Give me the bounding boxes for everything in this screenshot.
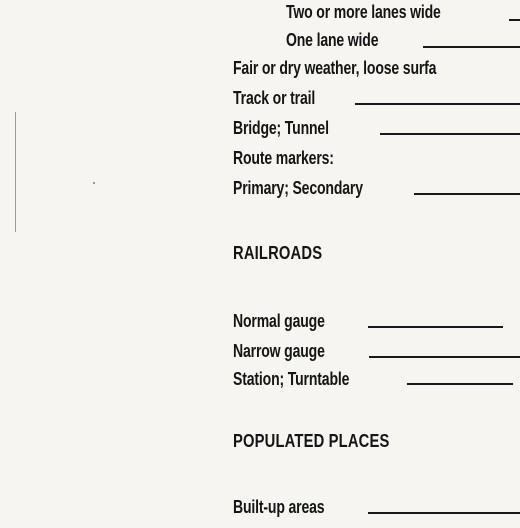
- legend-route-markers: Route markers:: [233, 148, 334, 168]
- legend-bridge: Bridge; Tunnel: [233, 118, 329, 138]
- legend-track: Track or trail: [233, 88, 316, 108]
- legend-two-lanes: Two or more lanes wide: [286, 2, 441, 22]
- leader-bridge: [380, 133, 520, 135]
- legend-primary: Primary; Secondary: [233, 178, 363, 198]
- leader-station: [407, 383, 513, 385]
- legend-built-up: Built-up areas: [233, 497, 325, 517]
- leader-two-lanes: [509, 19, 520, 21]
- legend-narrow-gauge: Narrow gauge: [233, 341, 325, 361]
- legend-station: Station; Turntable: [233, 369, 350, 389]
- leader-narrow-gauge: [369, 356, 520, 358]
- leader-primary: [414, 193, 520, 195]
- railroads-heading: RAILROADS: [233, 243, 323, 263]
- leader-track: [355, 103, 520, 105]
- scan-artifact-dot: [93, 182, 95, 184]
- scan-artifact-line: [15, 112, 16, 232]
- leader-normal-gauge: [368, 326, 503, 328]
- populated-heading: POPULATED PLACES: [233, 431, 390, 451]
- leader-one-lane: [423, 46, 520, 48]
- leader-built-up: [368, 512, 520, 514]
- legend-normal-gauge: Normal gauge: [233, 311, 325, 331]
- legend-one-lane: One lane wide: [286, 30, 379, 50]
- legend-fair-weather: Fair or dry weather, loose surfa: [233, 58, 437, 78]
